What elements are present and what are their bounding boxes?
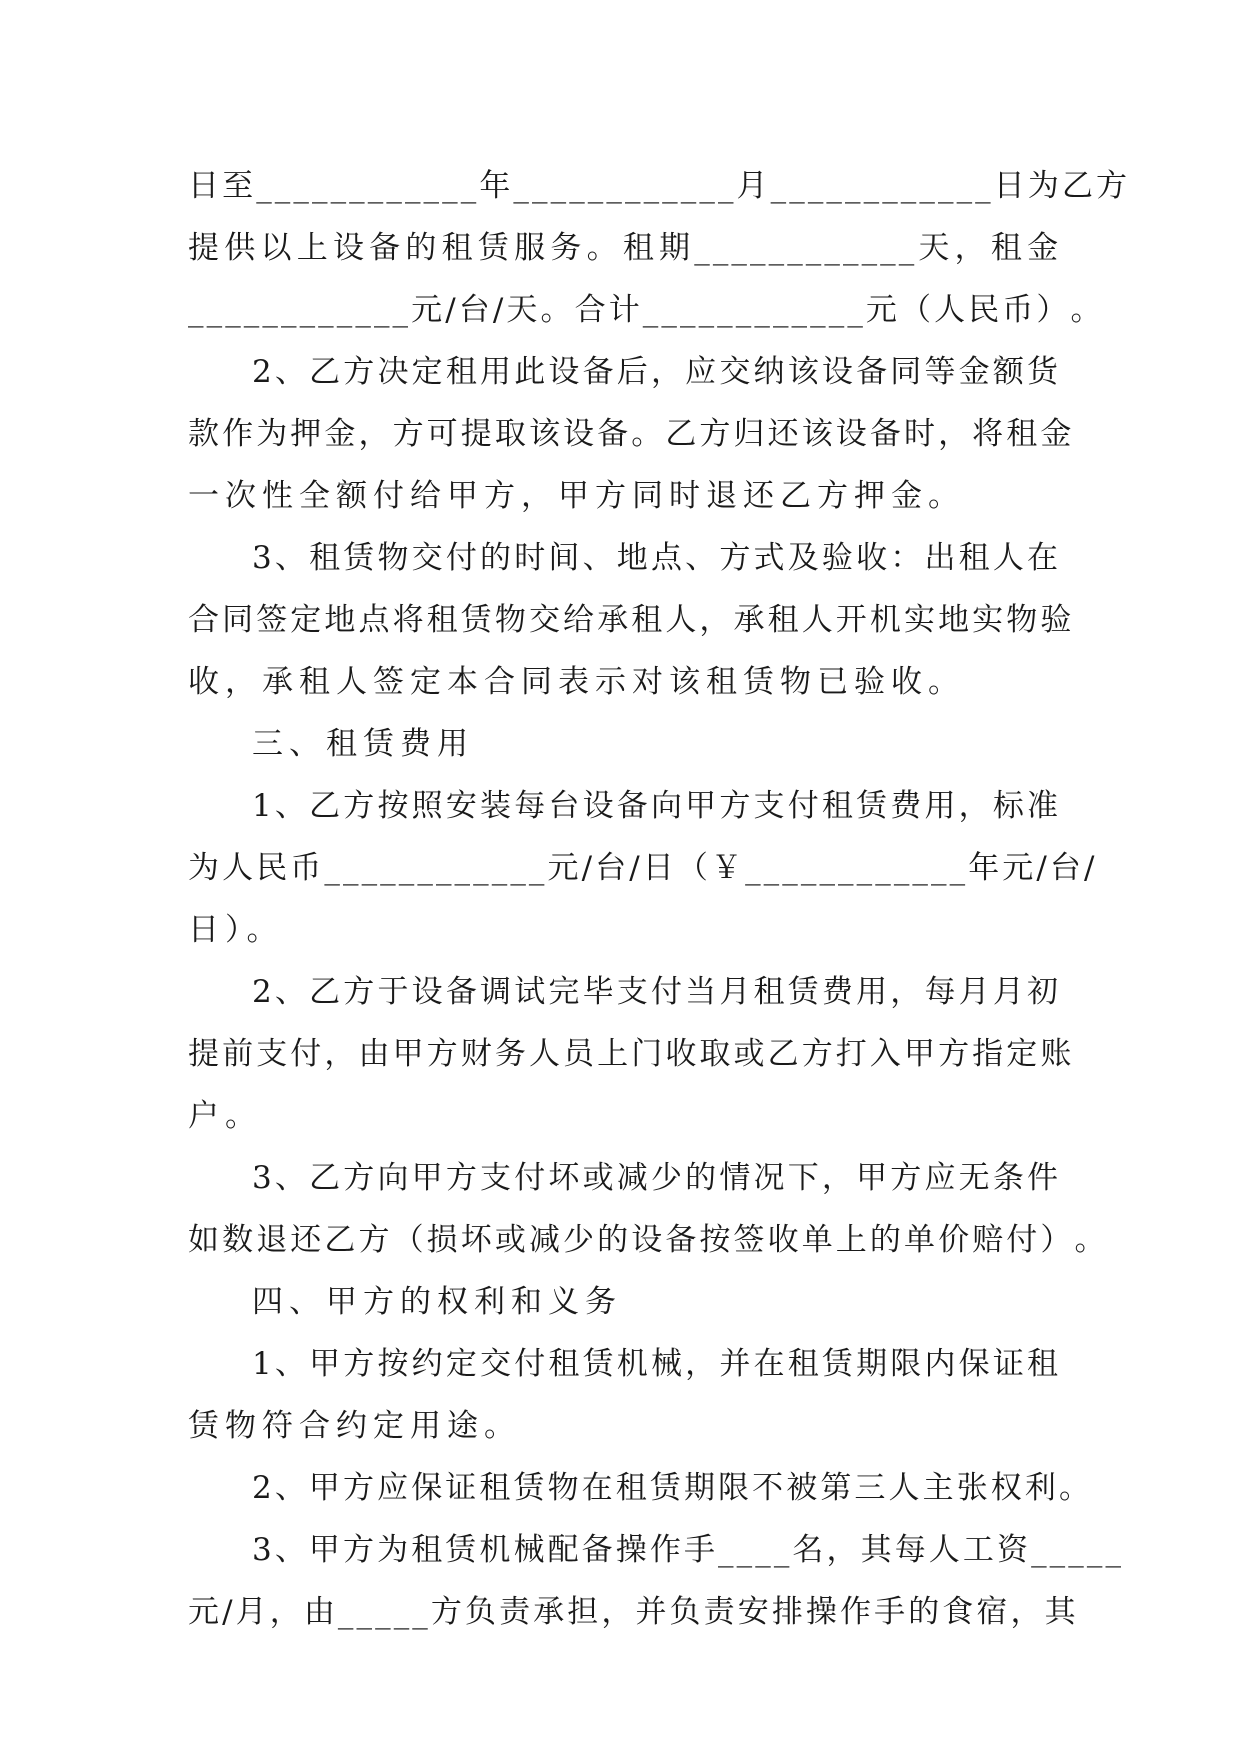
text-line-9: 收，承租人签定本合同表示对该租赁物已验收。 xyxy=(188,664,965,700)
text-line-6: 一次性全额付给甲方，甲方同时退还乙方押金。 xyxy=(188,478,965,514)
text-line-8: 合 同 签 定 地 点 将 租 赁 物 交 给 承 租 人 ， 承 租 人 开 机 实 地 实 物 验 xyxy=(188,602,1072,638)
text-line-11: 1 、 乙 方 按 照 安 装 每 台 设 备 向 甲 方 支 付 租 赁 费 用 ， 标 准 xyxy=(252,788,1058,824)
text-line-17: 3 、 乙 方 向 甲 方 支 付 坏 或 减 少 的 情 况 下 ， 甲 方 应 无 条 件 xyxy=(252,1160,1058,1196)
text-line-21: 赁物符合约定用途。 xyxy=(188,1408,521,1444)
text-line-22: 2 、 甲 方 应 保 证 租 赁 物 在 租 赁 期 限 不 被 第 三 人 主 张 权 利 。 xyxy=(252,1470,1090,1506)
document-page xyxy=(188,155,1128,1643)
text-line-15: 提 前 支 付 ， 由 甲 方 财 务 人 员 上 门 收 取 或 乙 方 打 入 甲 方 指 定 账 xyxy=(188,1036,1072,1072)
text-line-5: 款 作 为 押 金 ， 方 可 提 取 该 设 备 。 乙 方 归 还 该 设 备 时 ， 将 租 金 xyxy=(188,416,1072,452)
text-line-1: 日 至 _ _ _ _ _ _ _ _ _ _ _ _ 年 _ _ _ _ _ _ _ _ _ _ _ _ 月 _ _ _ _ _ _ _ _ _ _ _ _ 日 为 乙 方 xyxy=(188,168,1128,204)
section-heading-4: 四、甲方的权利和义务 xyxy=(252,1284,622,1320)
text-line-4: 2 、 乙 方 决 定 租 用 此 设 备 后 ， 应 交 纳 该 设 备 同 等 金 额 货 xyxy=(252,354,1058,390)
section-heading-3: 三、租赁费用 xyxy=(252,726,474,762)
text-line-14: 2 、 乙 方 于 设 备 调 试 完 毕 支 付 当 月 租 赁 费 用 ， 每 月 月 初 xyxy=(252,974,1058,1010)
text-line-3: _ _ _ _ _ _ _ _ _ _ _ _ 元 / 台 / 天 。 合 计 _ _ _ _ _ _ _ _ _ _ _ _ 元 （ 人 民 币 ） 。 xyxy=(188,292,1102,328)
text-line-20: 1 、 甲 方 按 约 定 交 付 租 赁 机 械 ， 并 在 租 赁 期 限 内 保 证 租 xyxy=(252,1346,1058,1382)
text-line-12: 为 人 民 币 _ _ _ _ _ _ _ _ _ _ _ _ 元 / 台 / 日 （ ￥ _ _ _ _ _ _ _ _ _ _ _ _ 年 元 / 台 / xyxy=(188,850,1095,886)
text-line-2: 提 供 以 上 设 备 的 租 赁 服 务 。 租 期 _ _ _ _ _ _ _ _ _ _ _ _ 天 ， 租 金 xyxy=(188,230,1059,266)
text-line-24: 元 / 月 ， 由 _ _ _ _ _ 方 负 责 承 担 ， 并 负 责 安 排 操 作 手 的 食 宿 ， 其 xyxy=(188,1594,1076,1630)
text-line-23: 3 、 甲 方 为 租 赁 机 械 配 备 操 作 手 _ _ _ _ 名 ， 其 每 人 工 资 _ _ _ _ _ xyxy=(252,1532,1121,1568)
text-line-16: 户。 xyxy=(188,1098,262,1134)
text-line-7: 3 、 租 赁 物 交 付 的 时 间 、 地 点 、 方 式 及 验 收 ： 出 租 人 在 xyxy=(252,540,1058,576)
text-line-13: 日）。 xyxy=(188,912,284,948)
text-line-18: 如 数 退 还 乙 方 （ 损 坏 或 减 少 的 设 备 按 签 收 单 上 的 单 价 赔 付 ） 。 xyxy=(188,1222,1106,1258)
